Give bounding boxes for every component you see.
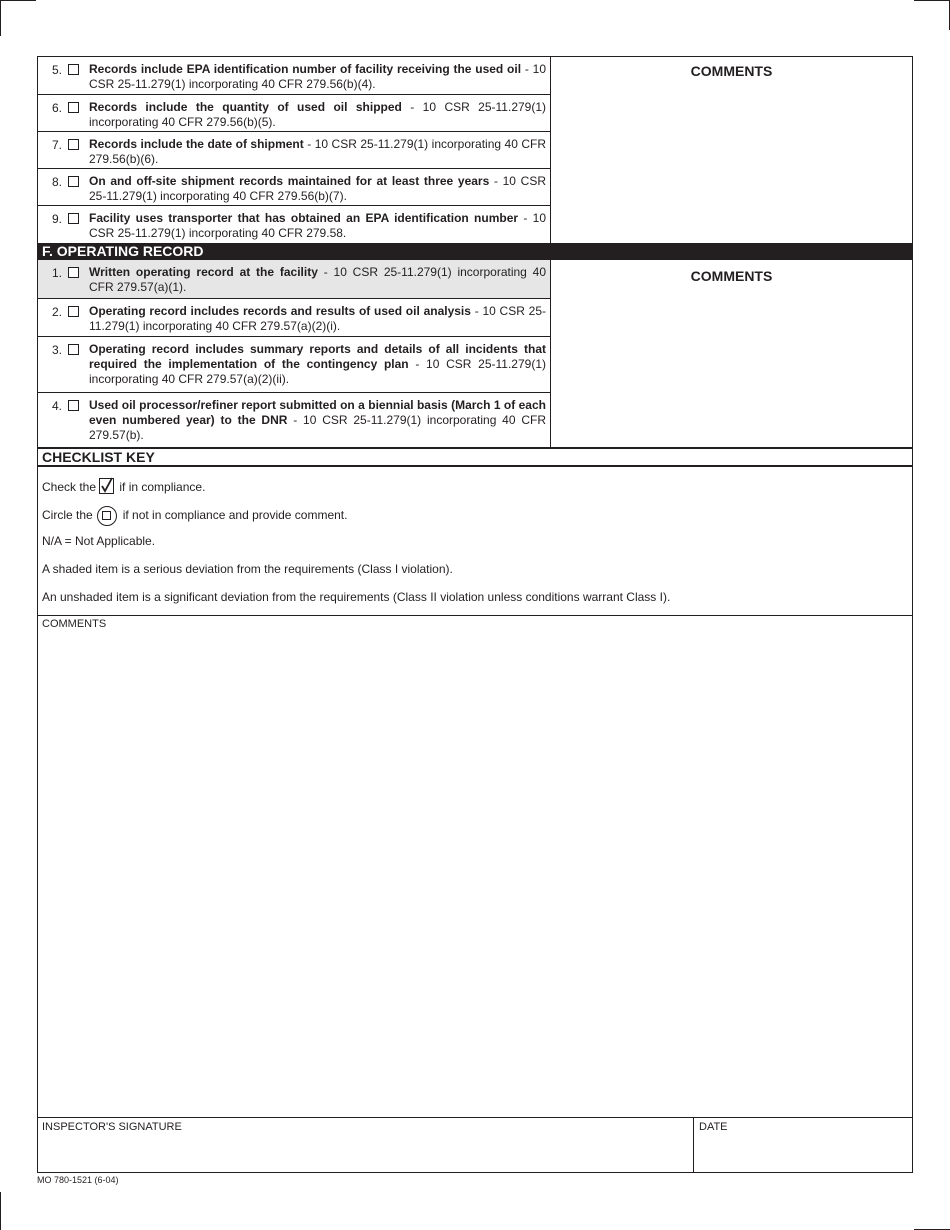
checklist-item [38,169,550,206]
item-checkbox[interactable] [68,213,79,224]
item-text: Used oil processor/refiner report submitted on a biennial basis (March 1 of each even numbered year) to the DNR - 10 CSR 25-11.279(1) incorporating 40 CFR 279.57(b). [89,398,546,442]
item-checkbox[interactable] [68,102,79,113]
checklist-item [38,206,550,243]
signature-field[interactable] [38,1135,693,1173]
item-text: On and off-site shipment records maintained for at least three years - 10 CSR 25-11.279(1) incorporating 40 CFR 279.56(b)(7). [89,174,546,203]
item-text: Operating record includes summary reports and details of all incidents that required the implementation of the contingency plan - 10 CSR 25-11.279(1) incorporating 40 CFR 279.57(a)(2)(ii). [89,342,546,386]
key-check-line: Check the if in compliance. [42,480,206,494]
item-checkbox[interactable] [68,306,79,317]
item-text: Records include EPA identification number of facility receiving the used oil - 10 CSR 25-11.279(1) incorporating 40 CFR 279.56(b)(4). [89,62,547,91]
item-number: 8. [51,175,62,189]
comments-heading: COMMENTS [690,63,773,79]
item-text: Written operating record at the facility - 10 CSR 25-11.279(1) incorporating 40 CFR 279.57(a)(1). [89,265,546,294]
checklist-key-header: CHECKLIST KEY [38,447,912,467]
checklist-item [38,95,550,132]
crop-mark [914,0,950,1]
checkmark-icon [99,478,114,494]
signature-divider [38,1117,912,1118]
circled-box-icon [97,506,117,526]
form-number: MO 780-1521 (6-04) [37,1175,119,1185]
section-f-header: F. OPERATING RECORD [38,243,912,260]
key-shaded-line: A shaded item is a serious deviation from the requirements (Class I violation). [42,562,453,576]
item-number: 4. [51,399,62,413]
item-number: 9. [51,212,62,226]
item-text: Records include the date of shipment - 10 CSR 25-11.279(1) incorporating 40 CFR 279.56(b)(6). [89,137,547,166]
checklist-item [38,57,550,95]
checklist-item [38,132,550,169]
item-number: 6. [51,101,62,115]
item-number: 3. [51,343,62,357]
crop-mark [0,1192,1,1230]
comments-area[interactable] [38,632,912,1116]
item-text: Records include the quantity of used oil shipped - 10 CSR 25-11.279(1) incorporating 40 CFR 279.56(b)(5). [89,100,547,129]
item-checkbox[interactable] [68,267,79,278]
checklist-item [38,299,550,337]
item-checkbox[interactable] [68,400,79,411]
checklist-form [37,56,913,1173]
comments-heading: COMMENTS [690,268,773,284]
item-number: 2. [51,305,62,319]
checklist-item [38,337,550,393]
date-field[interactable] [694,1135,912,1173]
item-number: 7. [51,138,62,152]
item-text: Operating record includes records and results of used oil analysis - 10 CSR 25-11.279(1) incorporating 40 CFR 279.57(a)(2)(i). [89,304,546,333]
date-label: DATE [699,1121,728,1133]
key-na-line: N/A = Not Applicable. [42,534,156,548]
key-unshaded-line: An unshaded item is a significant deviation from the requirements (Class II violation unless conditions warrant Class I). [42,590,671,604]
item-checkbox[interactable] [68,64,79,75]
crop-mark [0,0,36,1]
signature-label: INSPECTOR'S SIGNATURE [42,1121,182,1133]
column-divider [550,57,551,243]
key-circle-line: Circle the if not in compliance and provide comment. [42,506,347,526]
checklist-item [38,393,550,447]
item-number: 5. [51,63,62,77]
comments-area-divider [38,615,912,616]
item-checkbox[interactable] [68,344,79,355]
column-divider [550,260,551,447]
item-text: Facility uses transporter that has obtained an EPA identification number - 10 CSR 25-11.279(1) incorporating 40 CFR 279.58. [89,211,546,240]
item-checkbox[interactable] [68,139,79,150]
crop-mark [0,0,1,36]
comments-area-label: COMMENTS [42,618,107,630]
checklist-item [38,260,550,299]
item-checkbox[interactable] [68,176,79,187]
item-number: 1. [51,266,62,280]
